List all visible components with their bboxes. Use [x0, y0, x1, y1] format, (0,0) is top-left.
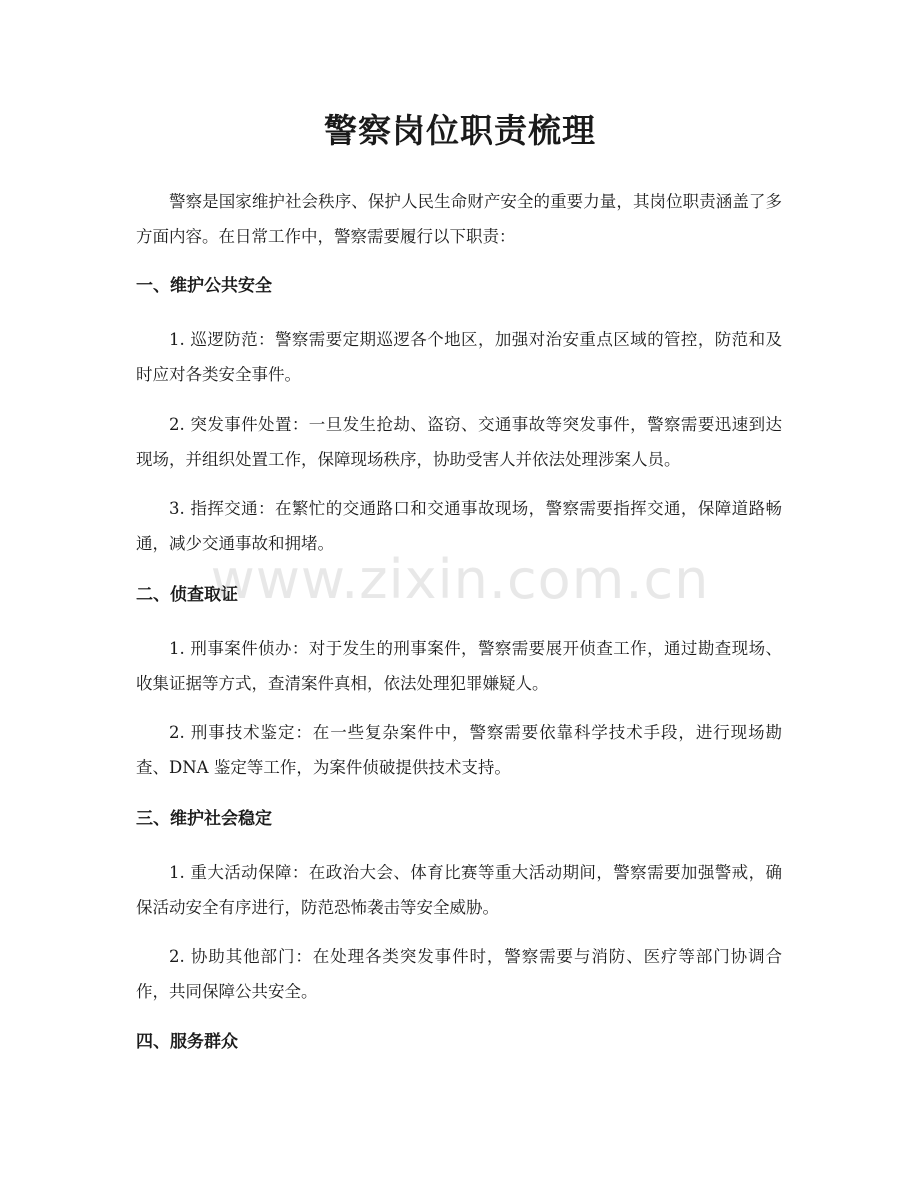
section-3-item-1: 1. 重大活动保障：在政治大会、体育比赛等重大活动期间，警察需要加强警戒，确保活动安全有序进行，防范恐怖袭击等安全威胁。	[136, 863, 782, 917]
watermark-text: www.zixin.com.cn	[210, 548, 710, 611]
section-1-item-1: 1. 巡逻防范：警察需要定期巡逻各个地区，加强对治安重点区域的管控，防范和及时应对各类安全事件。	[136, 330, 782, 384]
section-heading-3: 三、维护社会稳定	[136, 809, 272, 829]
section-1-item-3: 3. 指挥交通：在繁忙的交通路口和交通事故现场，警察需要指挥交通，保障道路畅通，减少交通事故和拥堵。	[136, 499, 782, 553]
section-heading-4: 四、服务群众	[136, 1032, 238, 1052]
section-3-item-2: 2. 协助其他部门：在处理各类突发事件时，警察需要与消防、医疗等部门协调合作，共同保障公共安全。	[136, 947, 782, 1001]
intro-paragraph: 警察是国家维护社会秩序、保护人民生命财产安全的重要力量，其岗位职责涵盖了多方面内容。在日常工作中，警察需要履行以下职责：	[136, 192, 782, 246]
section-1-item-2: 2. 突发事件处置：一旦发生抢劫、盗窃、交通事故等突发事件，警察需要迅速到达现场，并组织处置工作，保障现场秩序，协助受害人并依法处理涉案人员。	[136, 415, 782, 469]
section-2-item-1: 1. 刑事案件侦办：对于发生的刑事案件，警察需要展开侦查工作，通过勘查现场、收集证据等方式，查清案件真相，依法处理犯罪嫌疑人。	[136, 639, 782, 693]
section-heading-1: 一、维护公共安全	[136, 276, 272, 296]
document-title: 警察岗位职责梳理	[324, 111, 596, 150]
section-2-item-2: 2. 刑事技术鉴定：在一些复杂案件中，警察需要依靠科学技术手段，进行现场勘查、DNA 鉴定等工作，为案件侦破提供技术支持。	[136, 723, 782, 777]
section-heading-2: 二、侦查取证	[136, 585, 238, 605]
